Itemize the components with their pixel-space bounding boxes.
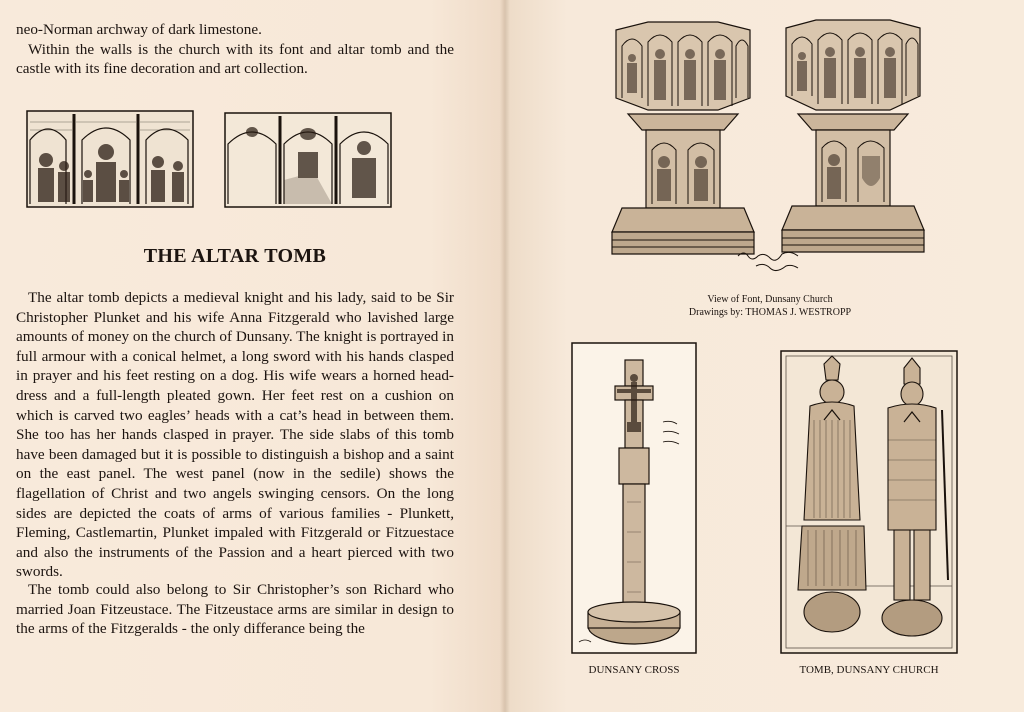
dunsany-cross-drawing — [571, 342, 697, 654]
tomb-effigy-drawing — [780, 350, 958, 654]
intro-line: neo-Norman archway of dark limestone. — [16, 21, 262, 38]
paragraph-2: The tomb could also belong to Sir Christopher’s son Richard who married Joan Fitzeustace. The Fitzeustace arms are similar in design to the arms of the Fitzgeralds - the only differance being the — [16, 581, 454, 638]
font-drawing-right — [780, 16, 926, 256]
tomb-caption: TOMB, DUNSANY CHURCH — [799, 664, 939, 676]
tomb-panel-illustration-left — [26, 110, 194, 208]
artist-signature — [736, 248, 806, 274]
section-heading: THE ALTAR TOMB — [143, 245, 327, 267]
font-caption — [640, 293, 900, 319]
intro-text — [16, 20, 454, 79]
cross-caption: DUNSANY CROSS — [588, 664, 680, 676]
page-gutter — [500, 0, 510, 712]
font-drawing-left — [608, 18, 758, 258]
altar-tomb-paragraph — [16, 288, 454, 582]
font-caption-title: View of Font, Dunsany Church — [707, 294, 833, 305]
paragraph-1: The altar tomb depicts a medieval knight and his lady, said to be Sir Christopher Plunket and his wife Anna Fitzgerald who lavished large amounts of money on the church of Dunsany. The knight is portrayed in full armour with a conical helmet, a long sword with his hands clasped in prayer and his feet resting on a dog. His wife wears a horned head-dress and a full-length pleated gown. Her feet rest on a cushion on which is carved two eagles’ heads with a cat’s head in between them. She too has her hands clasped in prayer. The side slabs of this tomb have been damaged but it is possible to distinguish a bishop and a saint on the east panel. The west panel (now in the sedile) shows the flagellation of Christ and two angels swinging censors. On the long sides are depicted the coats of arms of various families - Plunkett, Fleming, Castlemartin, Plunket impaled with Fitzgerald or Fitzuestace and also the instruments of the Passion and a heart pierced with two swords. — [16, 289, 454, 581]
intro-paragraph: Within the walls is the church with its font and altar tomb and the castle with its fine decoration and art collection. — [16, 40, 454, 78]
second-paragraph — [16, 580, 454, 639]
tomb-panel-illustration-right — [224, 112, 392, 208]
font-caption-credit: Drawings by: THOMAS J. WESTROPP — [688, 307, 852, 318]
